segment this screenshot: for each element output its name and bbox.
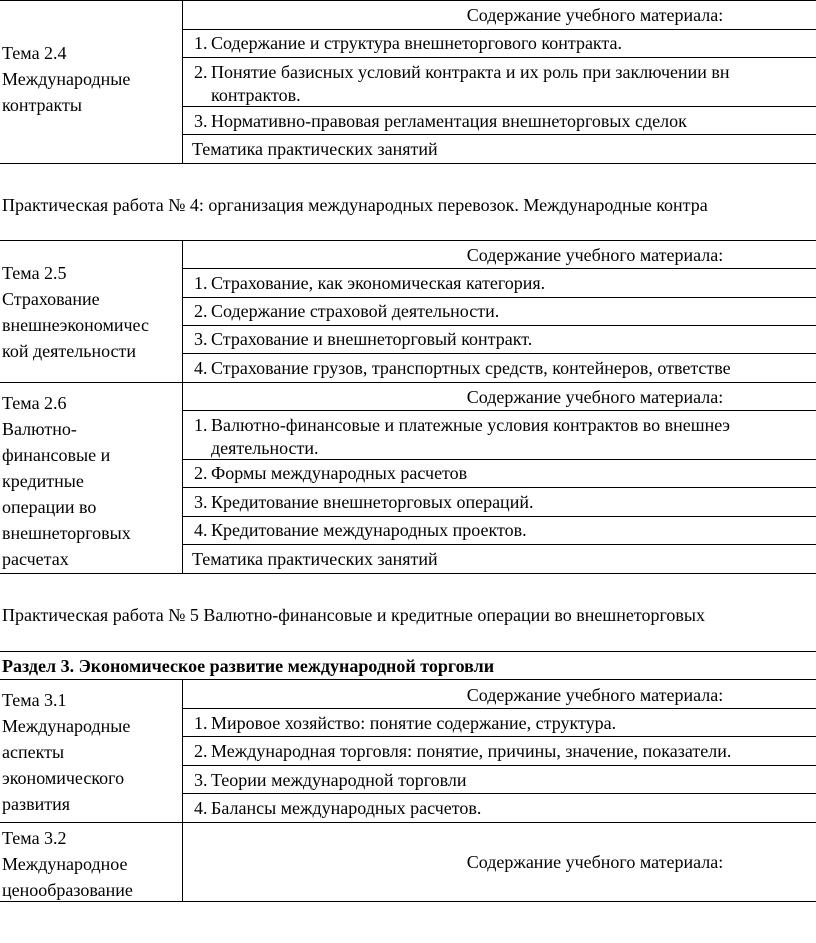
table-rule (182, 459, 816, 460)
table-rule (0, 382, 816, 383)
topic-title: Тема 3.2 (2, 828, 67, 848)
table-rule (182, 325, 816, 326)
topic-title: контракты (2, 95, 83, 115)
item-number: 3. (194, 111, 208, 131)
item-number: 3. (194, 492, 208, 512)
table-rule (0, 901, 816, 902)
item-number: 4. (194, 520, 208, 540)
column-divider (182, 240, 183, 574)
item-text: Теории международной торговли (211, 770, 467, 790)
table-rule (182, 708, 816, 709)
table-rule (182, 516, 816, 517)
topic-title: развития (2, 794, 71, 814)
topic-title: Тема 2.4 (2, 43, 67, 63)
item-text: контрактов. (211, 85, 301, 105)
table-rule (0, 163, 816, 164)
item-text: Нормативно-правовая регламентация внешнеторговых сделок (211, 111, 687, 131)
item-number: 1. (194, 415, 208, 435)
item-number: 3. (194, 770, 208, 790)
item-text: Формы международных расчетов (211, 463, 468, 483)
topic-title: кой деятельности (2, 341, 137, 361)
section-title: Раздел 3. Экономическое развитие международной торговли (2, 656, 495, 676)
item-text: Страхование и внешнеторговый контракт. (211, 329, 533, 349)
item-number: 1. (194, 273, 208, 293)
topic-title: кредитные (2, 471, 84, 491)
table-rule (182, 29, 816, 30)
item-text: Страхование, как экономическая категория. (211, 273, 546, 293)
topic-title: Тема 2.5 (2, 263, 67, 283)
topic-title: аспекты (2, 742, 65, 762)
practical-work-4: Практическая работа № 4: организация международных перевозок. Международные контра (2, 195, 708, 215)
table-rule (0, 651, 816, 652)
table-rule (182, 106, 816, 107)
topic-title: Страхование (2, 289, 100, 309)
table-rule (182, 353, 816, 354)
topic-title: финансовые и (2, 445, 111, 465)
table-rule (182, 765, 816, 766)
column-divider (182, 0, 183, 163)
practical-work-5: Практическая работа № 5 Валютно-финансовые и кредитные операции во внешнеторговых (2, 605, 705, 625)
item-text: Кредитование международных проектов. (211, 520, 527, 540)
table-rule (182, 544, 816, 545)
item-text: Международная торговля: понятие, причины, значение, показатели. (211, 741, 732, 761)
item-text: Содержание и структура внешнеторгового контракта. (211, 33, 623, 53)
item-number: 1. (194, 713, 208, 733)
topic-title: Международные (2, 716, 131, 736)
topic-title: ценообразование (2, 880, 133, 900)
item-number: 2. (194, 463, 208, 483)
item-number: 4. (194, 798, 208, 818)
item-number: 2. (194, 741, 208, 761)
item-text: Содержание страховой деятельности. (211, 301, 500, 321)
table-rule (0, 240, 816, 241)
table-rule (182, 410, 816, 411)
table-rule (0, 822, 816, 823)
item-text: Кредитование внешнеторговых операций. (211, 492, 534, 512)
practice-topics-label: Тематика практических занятий (192, 139, 438, 159)
topic-title: Валютно- (2, 419, 77, 439)
table-rule (182, 134, 816, 135)
table-rule (182, 268, 816, 269)
topic-title: Тема 3.1 (2, 690, 67, 710)
item-number: 2. (194, 301, 208, 321)
table-rule (182, 487, 816, 488)
topic-title: экономического (2, 768, 125, 788)
content-header: Содержание учебного материала: (466, 852, 724, 872)
item-number: 1. (194, 33, 208, 53)
table-rule (182, 793, 816, 794)
table-rule (0, 573, 816, 574)
topic-title: внешнеэкономичес (2, 315, 149, 335)
item-text: Страхование грузов, транспортных средств, контейнеров, ответстве (211, 358, 731, 378)
item-number: 4. (194, 358, 208, 378)
item-text: Валютно-финансовые и платежные условия контрактов во внешнеэ (211, 415, 731, 435)
table-rule (182, 57, 816, 58)
item-number: 3. (194, 329, 208, 349)
item-number: 2. (194, 62, 208, 82)
topic-title: Международное (2, 854, 128, 874)
topic-title: Тема 2.6 (2, 393, 67, 413)
item-text: Понятие базисных условий контракта и их роль при заключении вн (211, 62, 730, 82)
table-rule (182, 297, 816, 298)
practice-topics-label: Тематика практических занятий (192, 549, 438, 569)
content-header: Содержание учебного материала: (466, 685, 724, 705)
table-rule (0, 679, 816, 680)
topic-title: внешнеторговых (2, 523, 131, 543)
item-text: деятельности. (211, 438, 319, 458)
topic-title: Международные (2, 69, 131, 89)
table-rule (0, 0, 816, 1)
content-header: Содержание учебного материала: (466, 5, 724, 25)
content-header: Содержание учебного материала: (466, 387, 724, 407)
table-rule (182, 736, 816, 737)
item-text: Мировое хозяйство: понятие содержание, структура. (211, 713, 617, 733)
topic-title: операции во (2, 497, 97, 517)
item-text: Балансы международных расчетов. (211, 798, 482, 818)
topic-title: расчетах (2, 549, 69, 569)
content-header: Содержание учебного материала: (466, 245, 724, 265)
